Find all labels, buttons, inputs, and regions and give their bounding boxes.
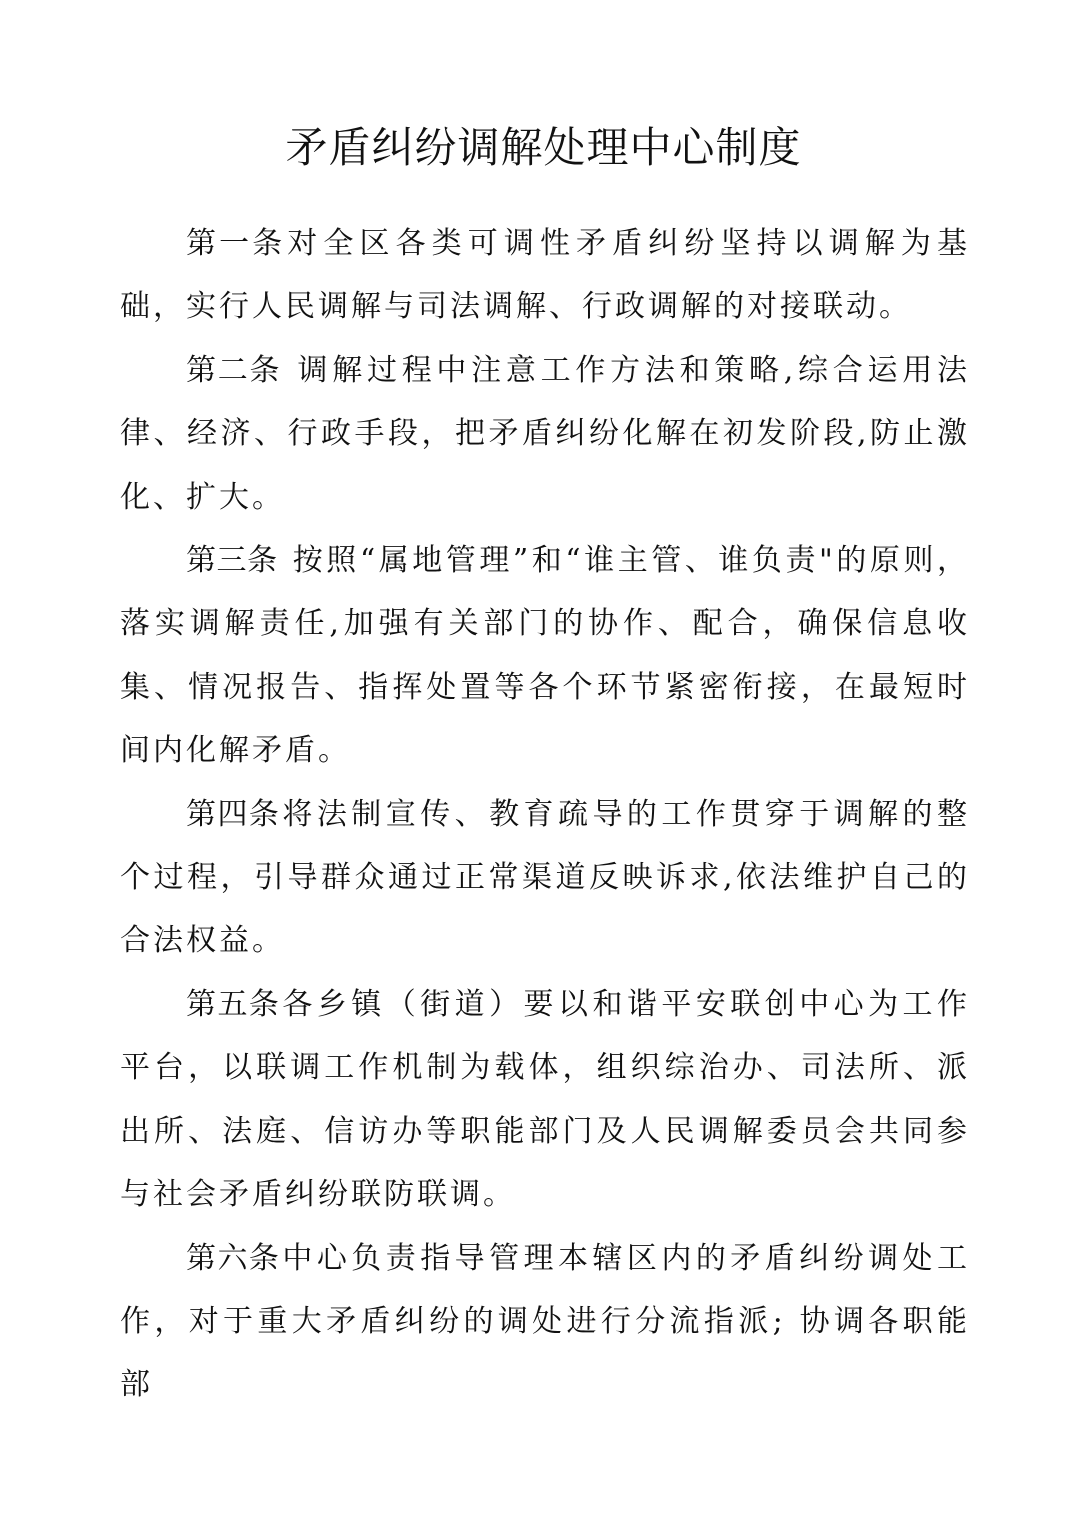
article-1 [120,212,970,339]
article-text: 调解过程中注意工作方法和策略,综合运用法律、经济、行政手段，把矛盾纠纷化解在初发阶段,防止激化、扩大。 [120,352,971,515]
article-text: 各乡镇（街道）要以和谐平安联创中心为工作平台，以联调工作机制为载体，组织综治办、司法所、派出所、法庭、信访办等职能部门及人民调解委员会共同参与社会矛盾纠纷联防联调。 [120,986,971,1213]
article-label: 第六条 [186,1240,281,1276]
document-body [120,212,970,1417]
article-4 [120,783,970,973]
article-6 [120,1227,970,1417]
article-label: 第一条 [186,226,286,261]
article-text: 将法制宣传、教育疏导的工作贯穿于调解的整个过程，引导群众通过正常渠道反映诉求,依法维护自己的合法权益。 [120,796,971,959]
article-text: 按照“属地管理”和“谁主管、谁负责"的原则，落实调解责任,加强有关部门的协作、配合，确保信息收集、情况报告、指挥处置等各个环节紧密衔接，在最短时间内化解矛盾。 [120,543,970,769]
article-label: 第五条 [186,986,281,1022]
article-label: 第二条 [186,352,282,388]
article-text: 中心负责指导管理本辖区内的矛盾纠纷调处工作，对于重大矛盾纠纷的调处进行分流指派; 协调各职能部 [120,1240,971,1403]
article-label: 第四条 [186,796,281,832]
article-2 [120,339,970,529]
article-3 [120,529,970,783]
article-label: 第三条 [186,543,278,579]
document-title: 矛盾纠纷调解处理中心制度 [285,123,802,172]
article-text: 对全区各类可调性矛盾纠纷坚持以调解为基础，实行人民调解与司法调解、行政调解的对接联动。 [120,226,971,325]
article-5 [120,973,970,1227]
